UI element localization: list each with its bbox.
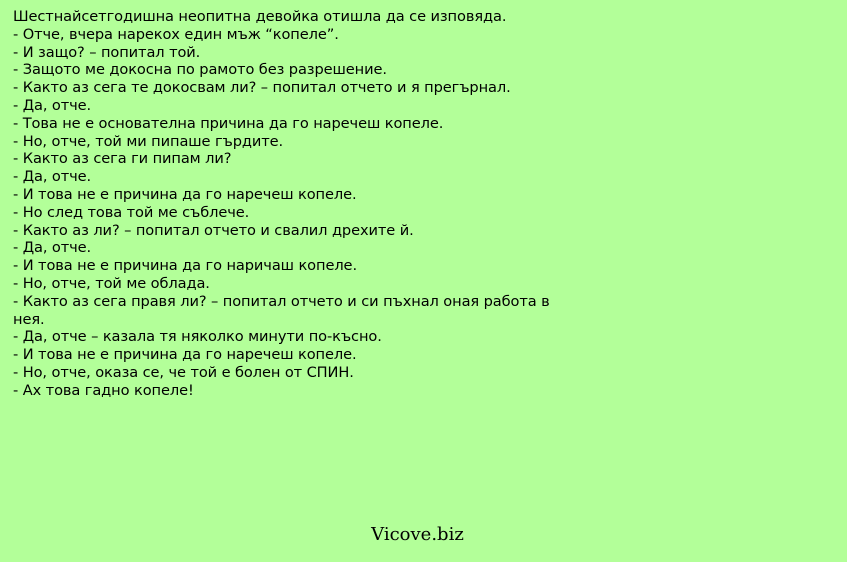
joke-line: - Но, отче, той ми пипаше гърдите.	[13, 132, 284, 150]
joke-line: - И това не е причина да го наричаш копеле.	[13, 257, 357, 275]
joke-line: - И това не е причина да го наречеш копеле.	[13, 185, 357, 203]
joke-line: - Но след това той ме съблече.	[13, 203, 250, 221]
site-watermark: Vicove.biz	[371, 524, 464, 545]
joke-line: - Както аз сега правя ли? – попитал отчето и си пъхнал оная работа в нея.	[13, 292, 555, 328]
joke-line: - Да, отче.	[13, 239, 92, 257]
joke-line: - И това не е причина да го наречеш копеле.	[13, 346, 357, 364]
joke-line: - Да, отче – казала тя няколко минути по-късно.	[13, 328, 382, 346]
joke-line: - И защо? – попитал той.	[13, 43, 201, 61]
joke-line: - Ах това гадно копеле!	[13, 381, 194, 399]
joke-line: - Както аз ли? – попитал отчето и свалил дрехите й.	[13, 221, 414, 239]
joke-line: - Както аз сега те докосвам ли? – попитал отчето и я прегърнал.	[13, 79, 511, 97]
joke-line: - Но, отче, той ме облада.	[13, 274, 210, 292]
joke-text	[13, 8, 573, 400]
joke-line: - Това не е основателна причина да го наречеш копеле.	[13, 114, 444, 132]
joke-line: Шестнайсетгодишна неопитна девойка отишла да се изповяда.	[13, 8, 507, 25]
joke-line: - Защото ме докосна по рамото без разрешение.	[13, 61, 387, 79]
joke-line: - Както аз сега ги пипам ли?	[13, 150, 232, 168]
joke-line: - Да, отче.	[13, 96, 92, 114]
joke-line: - Но, отче, оказа се, че той е болен от СПИН.	[13, 363, 354, 381]
joke-line: - Отче, вчера нарекох един мъж “копеле”.	[13, 25, 339, 43]
joke-line: - Да, отче.	[13, 168, 92, 186]
